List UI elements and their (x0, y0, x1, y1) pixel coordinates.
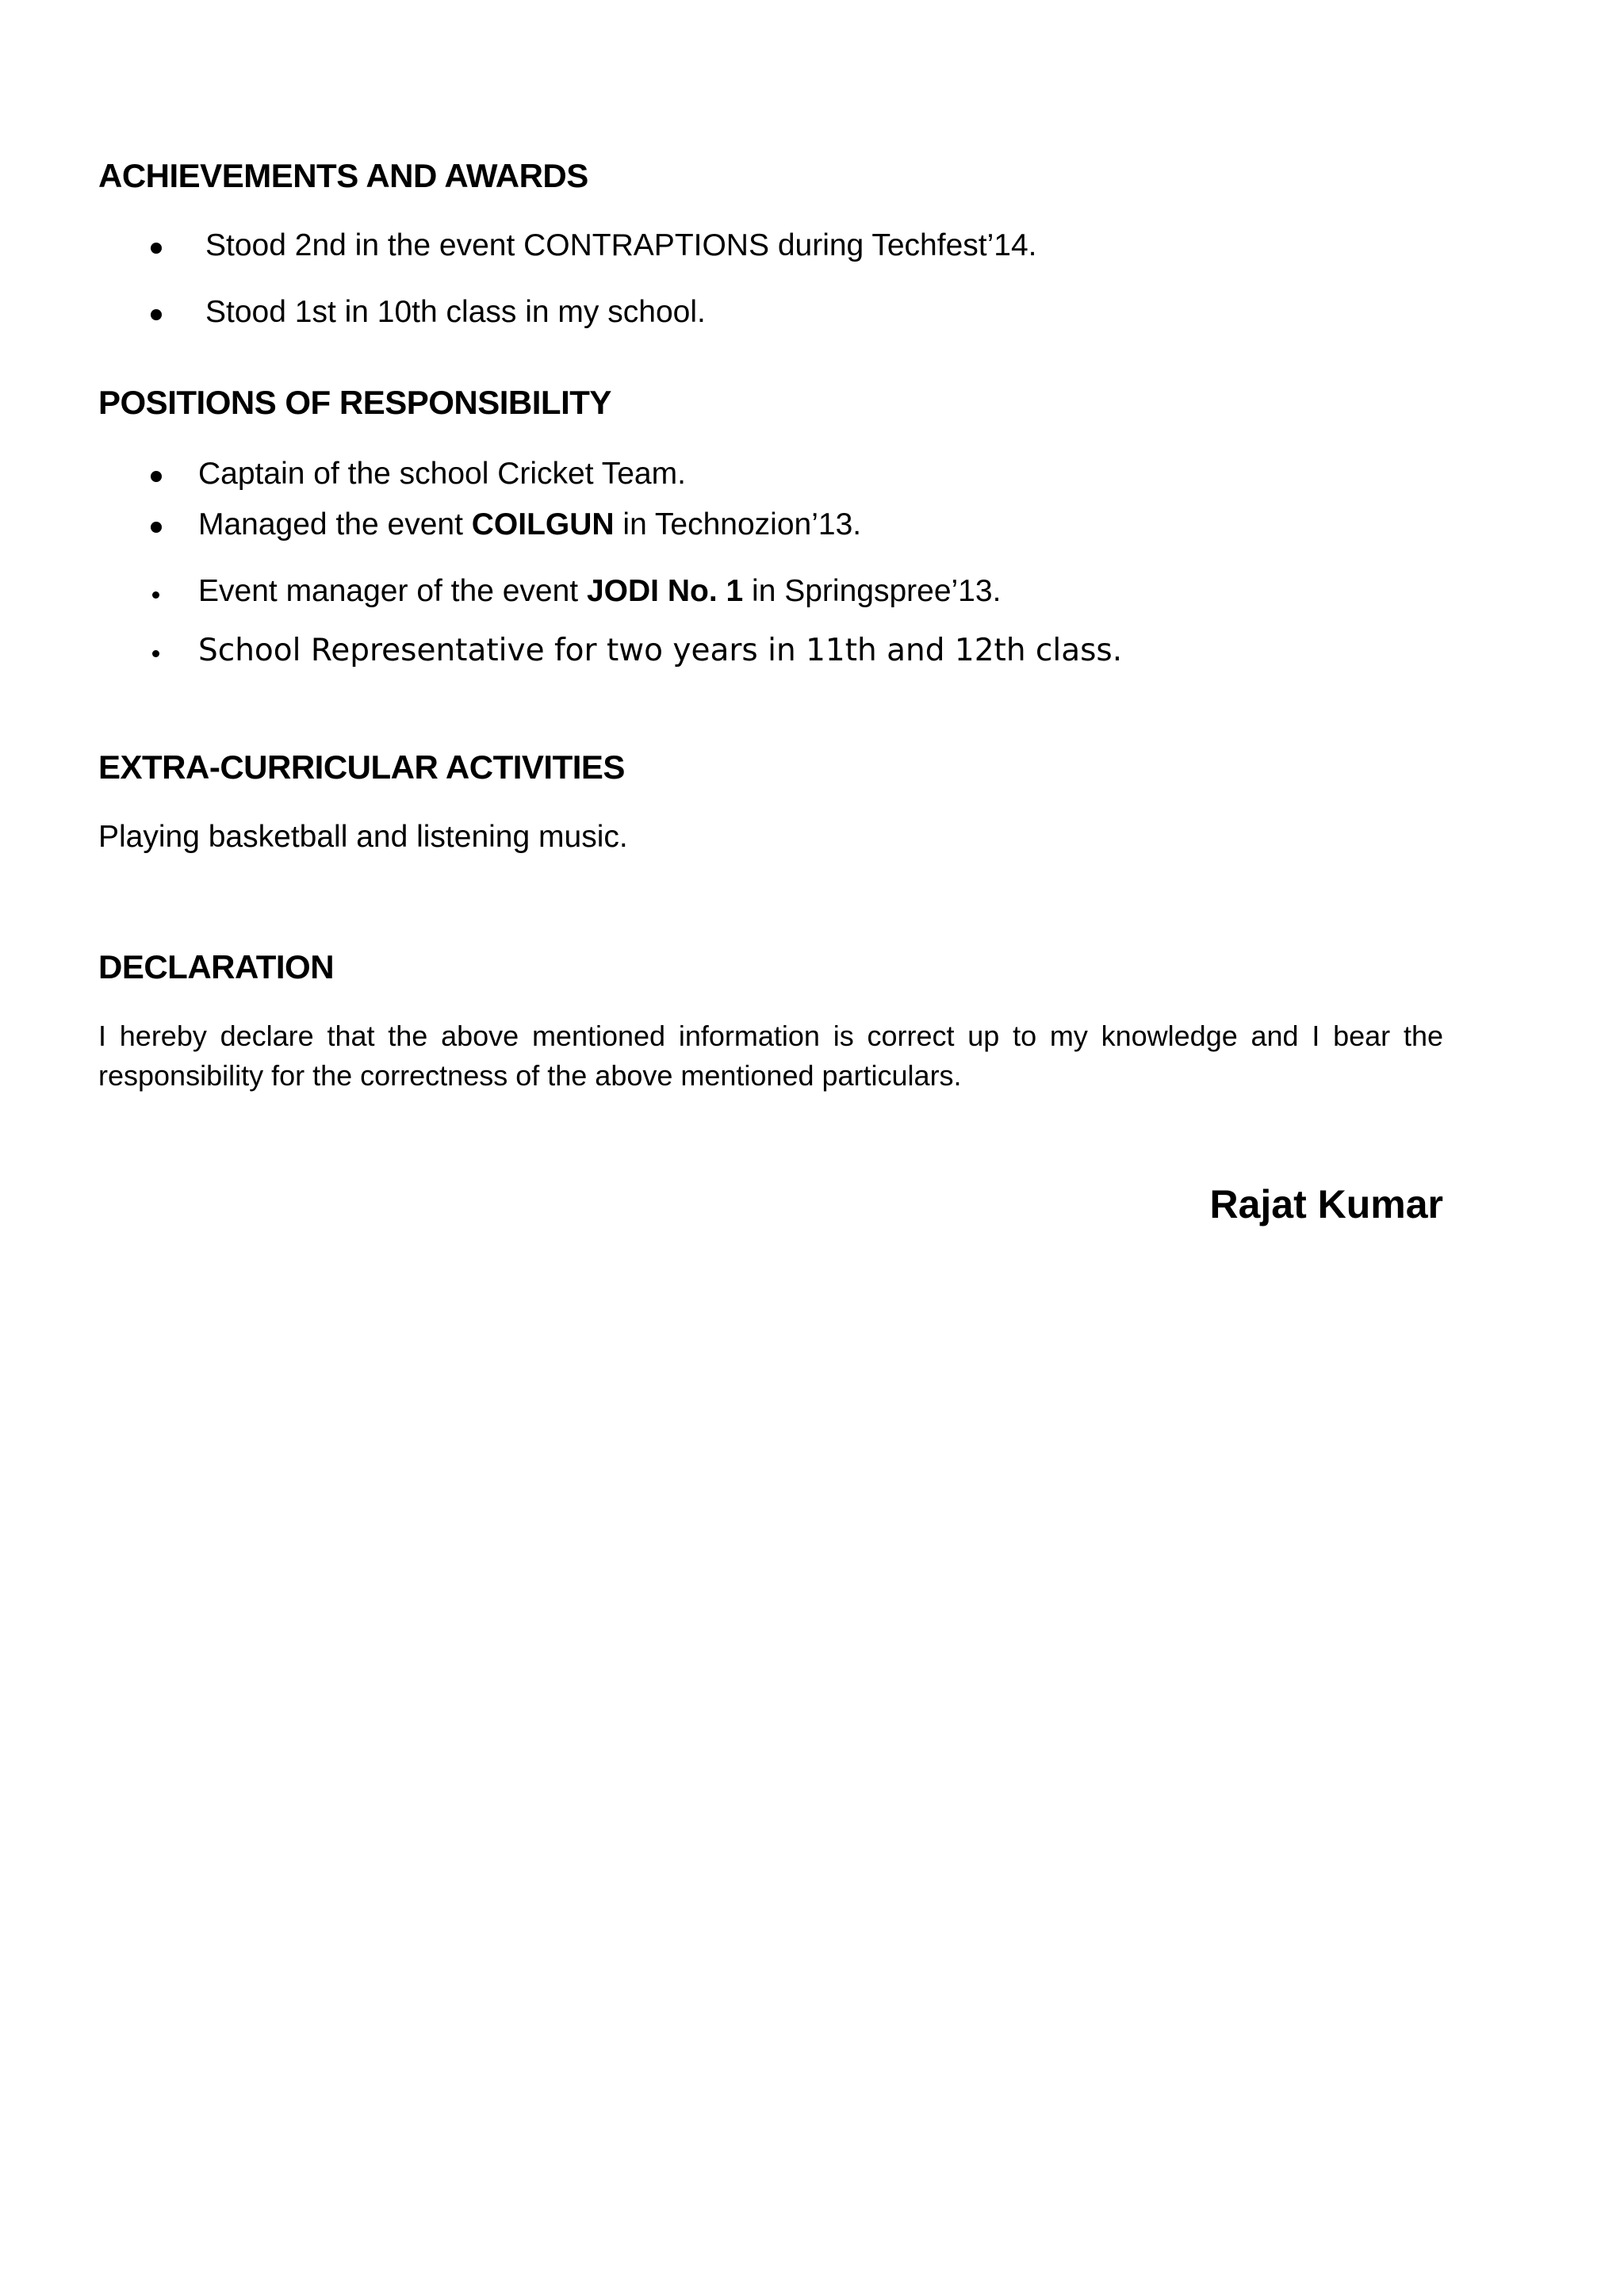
position-text: Captain of the school Cricket Team. (198, 457, 686, 491)
positions-list (151, 457, 1340, 679)
bullet-icon (152, 650, 159, 657)
bullet-icon (152, 591, 159, 599)
extracurricular-heading: EXTRA-CURRICULAR ACTIVITIES (98, 748, 625, 786)
declaration-text: I hereby declare that the above mentioned information is correct up to my knowledge and I bear the responsibility for the correctness of the above mentioned particulars. (98, 1020, 1443, 1092)
bullet-icon (151, 471, 162, 482)
positions-heading: POSITIONS OF RESPONSIBILITY (98, 384, 611, 421)
achievements-list (151, 228, 1340, 339)
event-name: COILGUN (471, 507, 615, 541)
event-name: JODI No. 1 (586, 574, 744, 608)
bullet-icon (151, 522, 162, 533)
achievement-text: Stood 2nd in the event CONTRAPTIONS during Techfest’14. (205, 228, 1037, 262)
position-text: Event manager of the event JODI No. 1 in Springspree’13. (198, 574, 1002, 608)
position-text: School Representative for two years in 11th and 12th class. (198, 633, 1123, 668)
bullet-icon (151, 309, 162, 320)
declaration-heading: DECLARATION (98, 948, 335, 985)
signature-name: Rajat Kumar (1209, 1182, 1443, 1226)
extracurricular-text: Playing basketball and listening music. (98, 820, 628, 854)
position-text: Managed the event COILGUN in Technozion’13. (198, 507, 862, 541)
achievement-text: Stood 1st in 10th class in my school. (205, 295, 706, 329)
bullet-icon (151, 243, 162, 254)
achievements-heading: ACHIEVEMENTS AND AWARDS (98, 157, 588, 194)
